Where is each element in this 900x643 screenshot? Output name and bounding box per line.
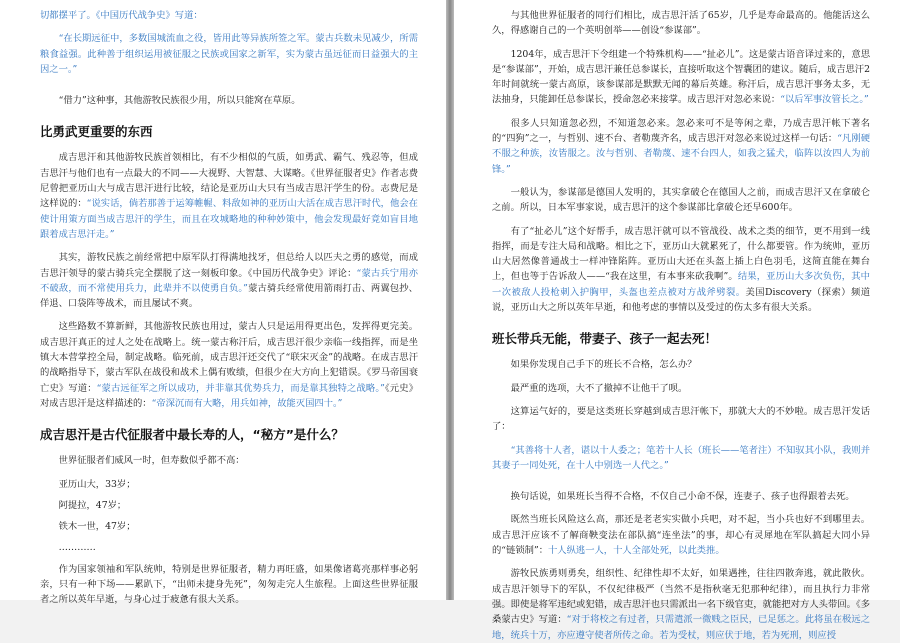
text-span: 1204年，成吉思汗下令组建一个特殊机构——“扯必儿”。这是蒙古语音译过来的，意思是“参谋部”，开始，成吉思汗兼任总参谋长，直接听取这个智囊团的建议。随后，成吉思汗2年时间就统一蒙古高原，该参谋部是默默无闻的幕后英雄。称汗后，成吉思汗事务太多，无法抽身，只能卸任总参谋长，授命忽必来接掌。成吉思汗对忽必来说： <box>492 48 870 106</box>
quote-paragraph: “在长期远征中，多数国城流血之役，皆用此等异族所签之军。蒙古兵数未见减少，所需粮食益强。此种善于组织运用被征服之民族或国家之新军，实为蒙古虽远征而日益强大的主因之一。” <box>40 33 418 75</box>
quote-span: “凡刚硬不服之种族，汝皆服之。汝与哲别、者勒蔑、速不台四人，如我之猛犬，临阵以汝四人为前锋。” <box>492 133 870 175</box>
quote-span: “说实话，倘若那善于运筹帷幄、料敌如神的亚历山大活在成吉思汗时代，他会在使计用策方面当成吉思汗的学生，而且在攻城略地的种种妙策中，他会发现最好竟如盲目地跟着成吉思汗走。” <box>40 198 418 240</box>
list-item: 亚历山大，33岁； <box>58 478 136 490</box>
section-heading: 比勇武更重要的东西 <box>40 124 153 140</box>
text-span: 切都摆平了。《中国历代战争史》写道： <box>40 10 203 21</box>
quote-span: 结果，亚历山大多次负伤，其中一次被敌人投枪刺入护胸甲，头盔也差点被对方战斧劈裂。 <box>492 271 870 298</box>
quote-span: “蒙古兵宁用亦不破敌，而不常使用兵力，此辈并不以使勇自负。” <box>40 267 418 294</box>
section-heading: 班长带兵无能，带妻子、孩子一起去死！ <box>492 331 718 347</box>
paragraph: 世界征服者们威风一时，但寿数似乎都不高： <box>58 455 245 467</box>
paragraph: 这算运气好的，要是这类班长穿越到成吉思汗帐下，那就大大的不妙啦。成吉思汗发话了： <box>492 405 870 433</box>
book-gutter <box>446 0 454 600</box>
text-span: 成吉思汗和其他游牧民族首领相比，有不少相似的气质，如勇武、霸气、残忍等，但成吉思汗与他们也有一点最大的不同——大视野、大智慧、大谋略。《世界征服者史》作者志费尼曾把亚历山大与成吉思汗进行比较，结论是亚历山大只有当成吉思汗学生的份。志费尼是这样说的： <box>40 152 418 210</box>
paragraph <box>40 8 418 23</box>
right-page[interactable] <box>454 0 900 641</box>
paragraph <box>40 319 418 411</box>
lifespan-list <box>40 477 418 556</box>
paragraph <box>492 566 870 642</box>
text-span: 蒙古骑兵经常使用箭雨打击、两翼包抄、佯退、口袋阵等战术，而且屡试不爽。 <box>40 282 418 310</box>
paragraph: 与其他世界征服者的同行们相比，成吉思汗活了65岁，几乎是寿命最高的。他能活这么久，得感谢自己的一个英明创举——创设“参谋部”。 <box>492 10 870 37</box>
text-span: 很多人只知道忽必烈，不知道忽必来。忽必来可不是等闲之辈，乃成吉思汗帐下著名的“四狗”之一，与哲别、速不台、者勒蔑齐名，成吉思汗对忽必来说过这样一句话： <box>492 117 870 145</box>
text-span: 游牧民族勇则勇矣，组织性、纪律性却不太好，如果遇挫，往往四散奔逃，就此散伙。成吉思汗领导下的军队，不仅纪律极严（当然不是指秋毫无犯那种纪律），而且执行力非常强。即使是将军违纪或犯错，成吉思汗也只需派出一名下级官吏，就能把对方人头带回。《多桑蒙古史》写道： <box>492 568 870 626</box>
paragraph: 如果你发现自己手下的班长不合格，怎么办？ <box>510 359 697 371</box>
paragraph: “借力”这种事，其他游牧民族很少用，所以只能窝在草原。 <box>58 95 301 107</box>
paragraph: 换句话说，如果班长当得不合格，不仅自己小命不保，连妻子、孩子也得跟着去死。 <box>510 491 855 503</box>
paragraph: 作为国家领袖和军队统帅，特别是世界征服者，精力再旺盛，如果像诸葛亮那样事必躬亲，只有一种下场——累趴下，“出师未捷身先死”，匆匆走完人生旅程。上面这些世界征服者之所以英年早逝，与身心过于疲惫有很大关系。 <box>40 563 418 606</box>
text-span: 其实，游牧民族之前经常把中原军队打得满地找牙，但总给人以匹夫之勇的感觉，而成吉思汗领导的蒙古骑兵完全摆脱了这一刻板印象。《中国历代战争史》评论： <box>40 252 418 279</box>
text-span: 美国Discovery（探索）频道说，亚历山大之所以英年早逝，和他考虑的事情以及受过的伤太多有很大关系。 <box>492 286 870 314</box>
quote-paragraph: “其善将十人者，谌以十人委之；笔若十人长（班长——笔者注）不知驭其小队，我则并其妻子一同处死，在十人中别选一人代之。” <box>492 444 870 471</box>
section-heading: 成吉思汗是古代征服者中最长寿的人，“秘方”是什么？ <box>40 427 344 443</box>
paragraph <box>492 512 870 558</box>
text-span: 既然当班长风险这么高，那还是老老实实做小兵吧，对不起，当小兵也好不到哪里去。成吉思汗应该不了解商鞅变法在部队搞“连坐法”的事，却心有灵犀地在军队搞起大同小异的“链锁制”： <box>492 514 870 557</box>
paragraph <box>492 116 870 177</box>
quote-span: “以后军事汝管长之。” <box>780 94 869 106</box>
quote-span: “对于将校之有过者，只需遣派一微贱之臣民，已足惩之。此将虽在极远之地，统兵十万，亦应遵守使者所传之命。若为受杖，则应伏于地，若为死刑，则应授 <box>492 614 870 641</box>
paragraph <box>492 224 870 316</box>
text-span: 有了“扯必儿”这个好帮手，成吉思汗就可以不管战役、战术之类的细节，更不用到一线指挥，而是专注大局和战略。相比之下，亚历山大就累死了，什么都要管。作为统帅，亚历山大居然像普通战士一样冲锋陷阵。亚历山大还在头盔上插上白色羽毛，这简直能在舞台上，但也等于告诉敌人——“我在这里，有本事来砍我啊”。 <box>492 225 870 283</box>
quote-span: 十人纵逃一人，十人全部处死，以此类推。 <box>548 545 725 557</box>
list-item: 铁木一世，47岁； <box>58 521 136 533</box>
paragraph <box>40 150 418 242</box>
list-item: 阿提拉，47岁； <box>58 499 127 511</box>
paragraph <box>492 47 870 108</box>
left-page[interactable] <box>0 0 446 606</box>
text-span: 《元史》对成吉思汗是这样描述的： <box>40 382 418 409</box>
list-item: ………… <box>58 542 96 554</box>
text-span: 这些路数不算新鲜，其他游牧民族也用过，蒙古人只是运用得更出色，发挥得更完美。成吉思汗真正的过人之处在战略上。统一蒙古称汗后，成吉思汗很少亲临一线指挥，而是坐镇大本营掌控全局，制定战略。临死前，成吉思汗还交代了“联宋灭金”的战略。在成吉思汗的战略指导下，蒙古军队在战役和战术上偶有败绩，但很少在大方向上犯错误。《罗马帝国衰亡史》写道： <box>40 321 418 394</box>
paragraph: 最严重的选项，大不了撤掉不让他干了呗。 <box>510 382 688 394</box>
paragraph: 一般认为，参谋部是德国人发明的，其实拿破仑在德国人之前，而成吉思汗又在拿破仑之前。所以，日本军事家说，成吉思汗的这个参谋部比拿破仑还早600年。 <box>492 186 870 214</box>
quote-span: “蒙古远征军之所以成功，并非靠其优势兵力，而是靠其独特之战略。” <box>96 382 385 394</box>
paragraph <box>40 250 418 311</box>
quote-span: “帝深沉而有大略，用兵如神，故能灭国四十。” <box>151 397 343 409</box>
